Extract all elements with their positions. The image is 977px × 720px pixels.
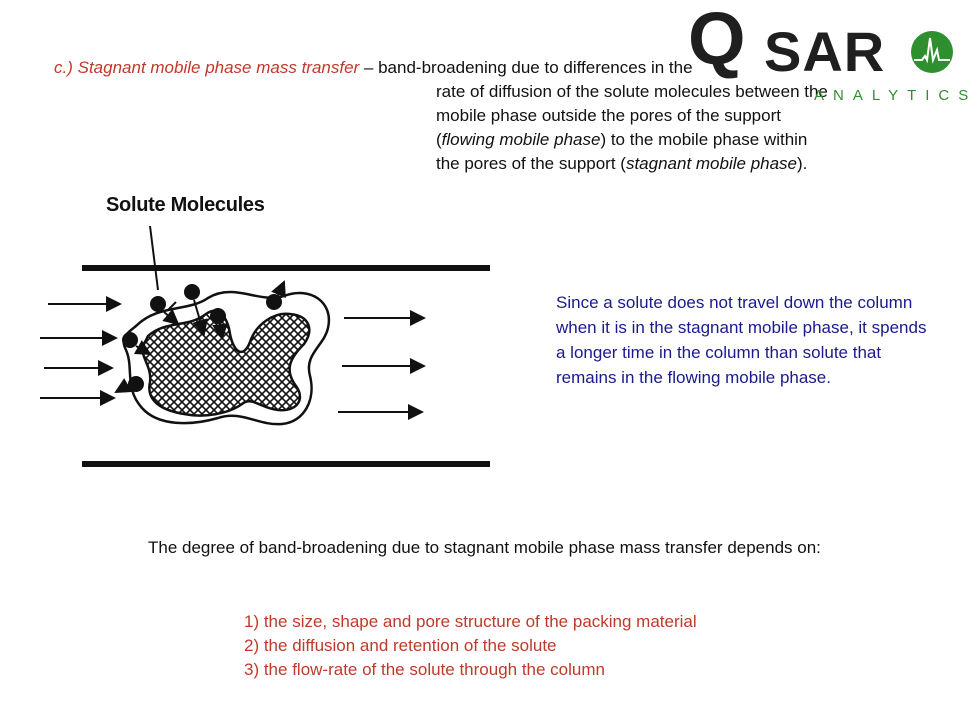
factor-item: 2) the diffusion and retention of the solute	[244, 636, 557, 655]
stagnant-phase-diagram	[38, 186, 508, 486]
logo-q: Q	[688, 0, 746, 80]
heading-intro: – band-broadening due to differences in the	[359, 58, 693, 77]
solute-molecule	[210, 308, 226, 324]
chromatogram-logo-icon	[910, 30, 954, 74]
factor-list	[244, 610, 697, 682]
solute-molecule	[128, 376, 144, 392]
heading-line-5: the pores of the support (stagnant mobile phase).	[436, 154, 808, 173]
factor-item: 3) the flow-rate of the solute through the column	[244, 660, 605, 679]
logo-sar: SAR	[764, 20, 886, 83]
factor-item: 1) the size, shape and pore structure of the packing material	[244, 612, 697, 631]
heading-lead: c.) Stagnant mobile phase mass transfer	[54, 58, 360, 77]
stagnant-phase-term: stagnant mobile phase	[625, 154, 798, 173]
summary-text: The degree of band-broadening due to stagnant mobile phase mass transfer depends on:	[148, 538, 821, 557]
stagnant-note: Since a solute does not travel down the column when it is in the stagnant mobile phase, it spends a longer time in the column than solute that remains in the flowing mobile phase.	[556, 293, 927, 387]
diagram-label: Solute Molecules	[106, 194, 265, 216]
heading-line-4: (flowing mobile phase) to the mobile phase within	[436, 130, 808, 149]
heading-line-2: rate of diffusion of the solute molecules between the	[436, 82, 828, 101]
support-particle	[142, 311, 309, 416]
label-pointer-1	[150, 226, 158, 290]
solute-molecule	[122, 332, 138, 348]
qsar-logo	[688, 0, 977, 110]
solute-molecule	[184, 284, 200, 300]
flow-arrows-right	[338, 318, 424, 412]
solute-molecule	[150, 296, 166, 312]
logo-analytics: ANALYTICS	[814, 87, 977, 104]
flowing-phase-term: flowing mobile phase	[441, 130, 601, 149]
heading-line-3: mobile phase outside the pores of the support	[436, 106, 781, 125]
solute-molecule	[266, 294, 282, 310]
flow-arrows-left	[40, 304, 120, 398]
